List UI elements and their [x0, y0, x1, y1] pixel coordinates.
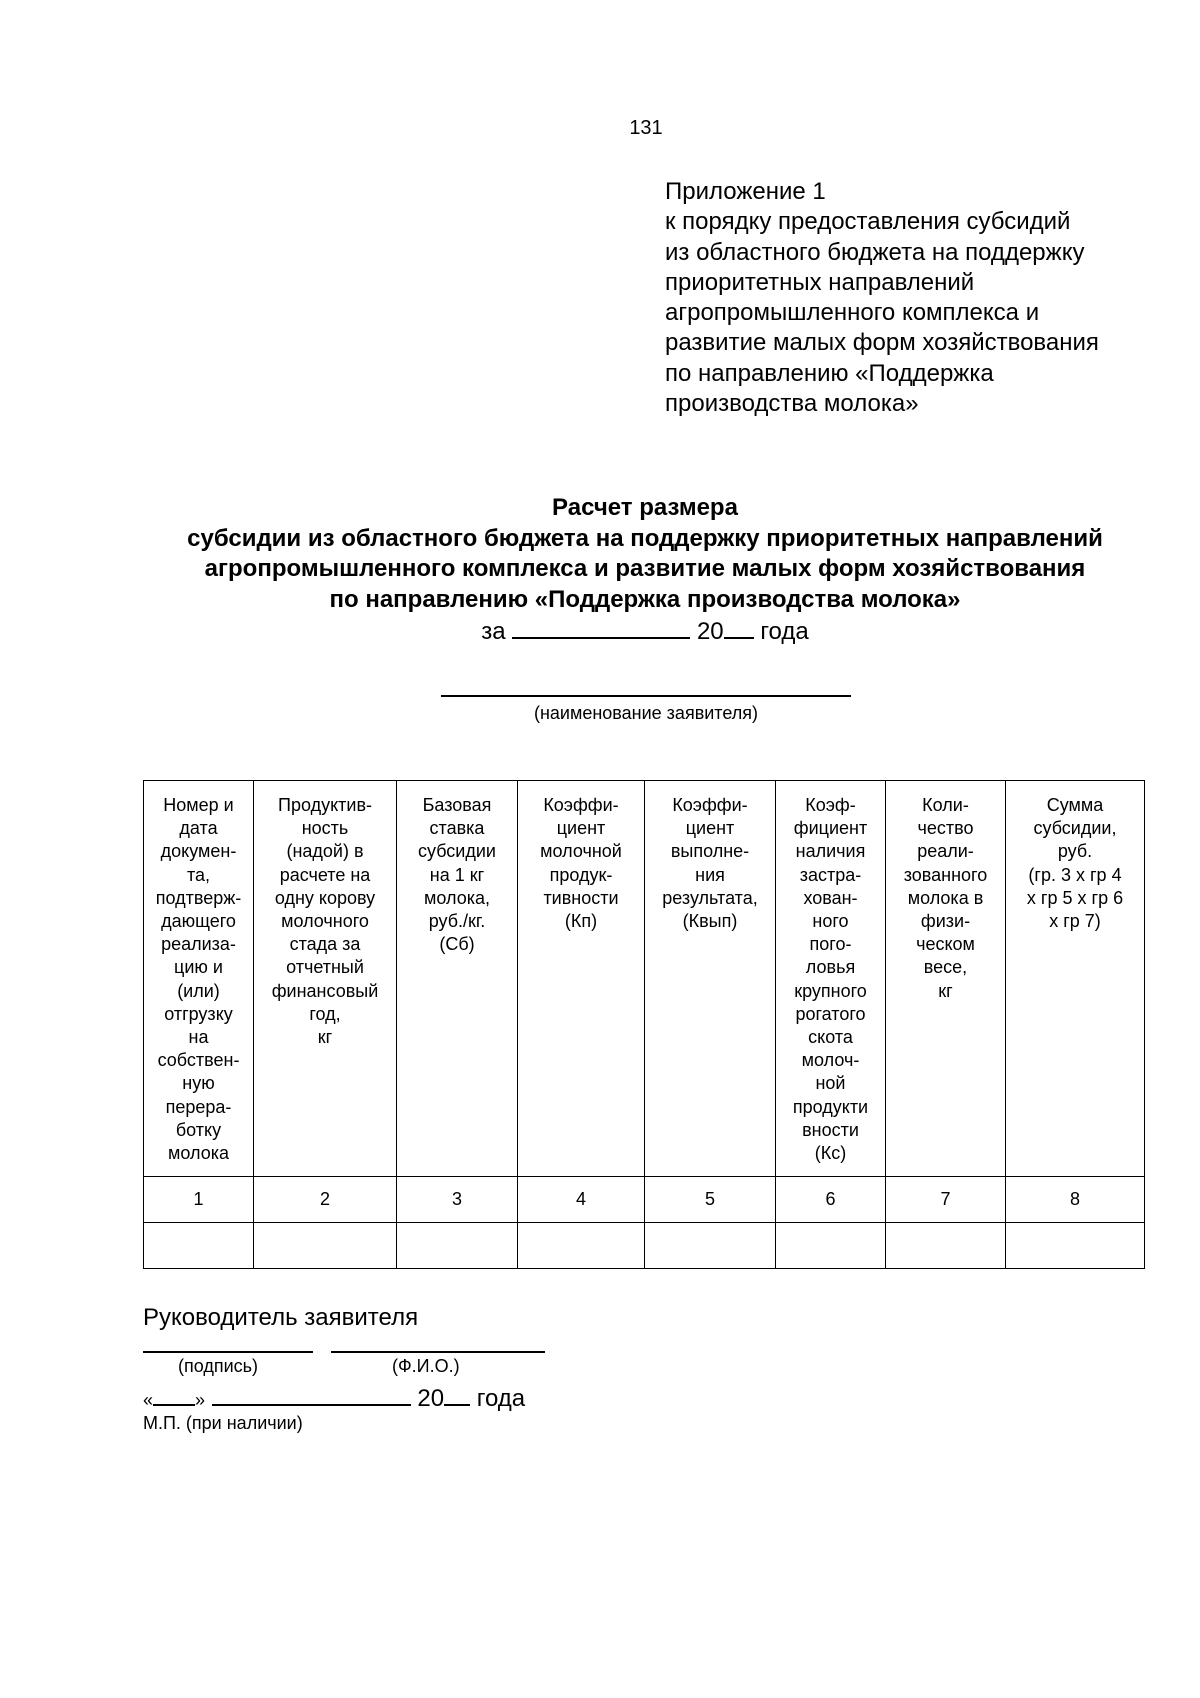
header-cell-line: цию и [174, 957, 223, 978]
header-cell-line: (надой) в [286, 841, 364, 862]
header-cell-line: отгрузку [164, 1003, 233, 1024]
header-cell [645, 781, 776, 1177]
header-cell-line: молочного [281, 911, 369, 932]
header-cell [254, 781, 397, 1177]
header-cell-line: результата, [662, 887, 758, 908]
period-year: 20 [696, 618, 724, 645]
appendix-line: приоритетных направлений [665, 268, 975, 296]
date-year-blank[interactable] [444, 1382, 470, 1406]
header-cell-line: Коли- [922, 795, 969, 815]
signature-caption: (подпись) [178, 1356, 259, 1376]
header-cell-line: (Сб) [439, 934, 475, 955]
calculation-table [143, 780, 1145, 1269]
header-cell-line: ной [815, 1073, 846, 1094]
header-cell-line: Коэф- [805, 795, 856, 815]
page-number: 131 [629, 117, 663, 139]
header-cell-line: ловья [805, 957, 856, 978]
signature-line[interactable] [143, 1351, 313, 1353]
header-cell-line: кг [317, 1027, 333, 1048]
month-blank[interactable] [212, 1382, 411, 1406]
header-cell-line: ческом [916, 934, 975, 955]
header-cell [1006, 781, 1145, 1177]
appendix-line: производства молока» [665, 390, 919, 418]
empty-cell[interactable] [144, 1223, 254, 1269]
header-cell-line: подтверж- [155, 887, 242, 908]
full-name-line[interactable] [331, 1351, 545, 1353]
header-cell-line: перера- [165, 1096, 232, 1117]
header-cell-line: собствен- [157, 1050, 240, 1071]
header-cell-line: молока [168, 1143, 229, 1164]
applicant-name-line[interactable] [441, 695, 851, 697]
header-cell-line: (Кп) [564, 911, 598, 932]
column-number: 4 [518, 1177, 645, 1223]
header-cell-line: докумен- [160, 841, 237, 862]
column-number: 8 [1006, 1177, 1145, 1223]
date-open-quote: « [143, 1390, 154, 1410]
column-number: 6 [776, 1177, 886, 1223]
header-cell-line: вности [802, 1119, 859, 1140]
header-cell-line: Базовая [422, 795, 492, 815]
header-cell-line: реали- [917, 841, 974, 862]
title-line: агропромышленного комплекса и развитие малых форм хозяйствования [204, 555, 1086, 582]
header-cell-line: циент [556, 818, 606, 839]
header-cell-line: выполне- [670, 841, 750, 862]
appendix-block [665, 177, 1185, 419]
signer-label: Руководитель заявителя [143, 1304, 419, 1331]
header-cell-line: ность [301, 818, 349, 839]
header-cell [518, 781, 645, 1177]
header-cell-line: пого- [809, 934, 852, 955]
header-cell-line: крупного [794, 980, 867, 1001]
header-cell-line: дающего [161, 911, 236, 932]
header-cell-line: расчете на [279, 864, 371, 885]
header-cell-line: зованного [903, 864, 988, 885]
header-cell-line: субсидии [418, 841, 496, 862]
stamp-note: М.П. (при наличии) [143, 1413, 303, 1433]
header-cell-line: продукти [792, 1096, 869, 1117]
header-cell-line: наличия [795, 841, 866, 862]
appendix-line: к порядку предоставления субсидий [665, 208, 1071, 236]
document-title [140, 493, 1150, 647]
header-cell-line: (гр. 3 х гр 4 [1028, 864, 1122, 885]
header-cell-line: ния [695, 864, 725, 885]
header-cell-line: ставка [429, 818, 485, 839]
empty-cell[interactable] [1006, 1223, 1145, 1269]
header-cell-line: на 1 кг [429, 864, 485, 885]
header-cell-line: год, [309, 1003, 341, 1024]
applicant-caption: (наименование заявителя) [533, 703, 759, 723]
header-cell-line: (Квып) [682, 911, 738, 932]
appendix-line: развитие малых форм хозяйствования [665, 329, 1099, 357]
date-suffix: года [476, 1385, 526, 1412]
appendix-line: из областного бюджета на поддержку [665, 238, 1085, 266]
title-line: по направлению «Поддержка производства молока» [329, 585, 961, 613]
column-number: 7 [886, 1177, 1006, 1223]
header-cell-line: застра- [799, 864, 862, 885]
header-cell-line: хован- [803, 887, 858, 908]
header-cell-line: рогатого [795, 1003, 866, 1024]
header-cell-line: руб./кг. [428, 911, 486, 932]
empty-cell[interactable] [776, 1223, 886, 1269]
appendix-line: агропромышленного комплекса и [665, 299, 1040, 327]
header-cell-line: фициент [793, 818, 868, 839]
header-cell-line: кг [938, 980, 953, 1001]
header-cell [886, 781, 1006, 1177]
date-year: 20 [417, 1385, 445, 1412]
appendix-line: Приложение 1 [665, 178, 826, 205]
table-header-row [144, 781, 1145, 1177]
header-cell-line: (Кс) [814, 1143, 847, 1164]
empty-cell[interactable] [254, 1223, 397, 1269]
header-cell [397, 781, 518, 1177]
header-cell-line: на [188, 1027, 209, 1048]
appendix-line: по направлению «Поддержка [665, 359, 994, 387]
header-cell-line: та, [186, 864, 211, 885]
column-number: 3 [397, 1177, 518, 1223]
header-cell-line: весе, [923, 957, 968, 978]
column-number: 1 [144, 1177, 254, 1223]
header-cell-line: (или) [177, 980, 220, 1001]
header-cell [776, 781, 886, 1177]
empty-cell[interactable] [518, 1223, 645, 1269]
table-row [144, 1223, 1145, 1269]
header-cell-line: финансовый [271, 980, 379, 1001]
header-cell-line: Коэффи- [543, 795, 619, 815]
header-cell-line: чество [917, 818, 974, 839]
header-cell-line: руб. [1057, 841, 1093, 862]
column-number: 5 [645, 1177, 776, 1223]
header-cell-line: циент [685, 818, 735, 839]
header-cell-line: молоч- [801, 1050, 860, 1071]
day-blank[interactable] [153, 1386, 195, 1406]
header-cell-line: Продуктив- [278, 795, 372, 815]
empty-cell[interactable] [886, 1223, 1006, 1269]
header-cell-line: Номер и [163, 795, 234, 815]
full-name-caption: (Ф.И.О.) [392, 1356, 460, 1376]
header-cell-line: стада за [289, 934, 361, 955]
period-suffix: года [760, 618, 809, 645]
header-cell-line: молока в [907, 887, 984, 908]
header-cell-line: отчетный [286, 957, 364, 978]
header-cell-line: одну корову [274, 887, 376, 908]
period-prefix: за [481, 618, 506, 645]
header-cell-line: Коэффи- [672, 795, 748, 815]
header-cell-line: субсидии, [1033, 818, 1117, 839]
header-cell-line: молочной [540, 841, 622, 862]
header-cell-line: Сумма [1046, 795, 1104, 815]
year-blank[interactable] [724, 615, 754, 639]
title-line: Расчет размера [552, 494, 738, 521]
period-line [140, 615, 1150, 647]
header-cell-line: ного [812, 911, 849, 932]
header-cell-line: х гр 5 х гр 6 [1026, 887, 1124, 908]
header-cell-line: тивности [543, 887, 619, 908]
column-number-row [144, 1177, 1145, 1223]
empty-cell[interactable] [645, 1223, 776, 1269]
header-cell [144, 781, 254, 1177]
period-blank[interactable] [512, 615, 690, 639]
header-cell-line: ную [182, 1073, 215, 1094]
header-cell-line: продук- [549, 864, 613, 885]
header-cell-line: дата [179, 818, 218, 839]
empty-cell[interactable] [397, 1223, 518, 1269]
signature-date-row [143, 1382, 525, 1413]
header-cell-line: х гр 7) [1049, 911, 1101, 932]
title-line: субсидии из областного бюджета на поддержку приоритетных направлений [187, 524, 1103, 552]
header-cell-line: молока, [424, 887, 490, 908]
header-cell-line: ботку [175, 1119, 222, 1140]
date-close-quote: » [195, 1390, 206, 1410]
column-number: 2 [254, 1177, 397, 1223]
header-cell-line: реализа- [161, 934, 236, 955]
header-cell-line: скота [808, 1027, 853, 1048]
header-cell-line: физи- [920, 911, 971, 932]
